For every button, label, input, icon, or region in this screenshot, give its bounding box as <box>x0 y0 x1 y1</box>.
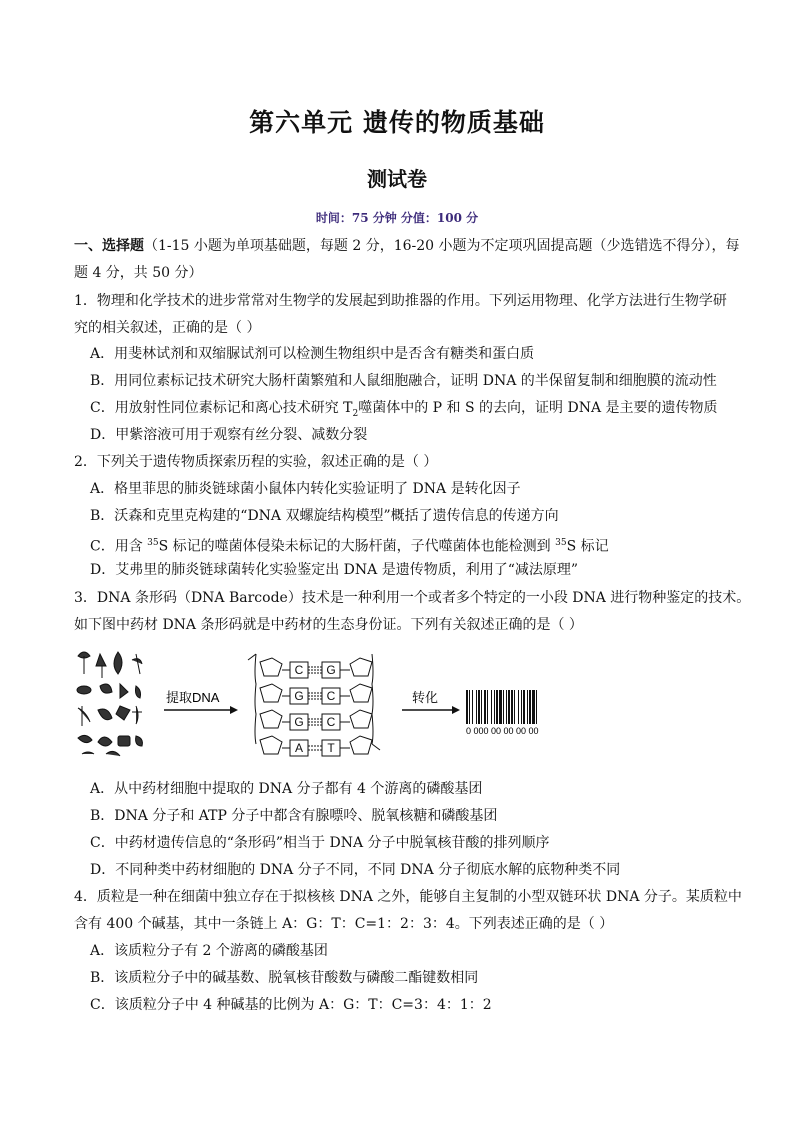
q3-stem-1: 3．DNA 条形码（DNA Barcode）技术是一种利用一个或者多个特定的一小段 DNA 进行物种鉴定的技术。 <box>74 590 751 606</box>
base-t-4: T <box>327 741 335 755</box>
base-c-1: C <box>294 663 304 677</box>
q3-option-b: B．DNA 分子和 ATP 分子中都含有腺嘌呤、脱氧核糖和磷酸基团 <box>90 808 498 824</box>
q4-stem-2: 含有 400 个碱基，其中一条链上 A：G：T：C=1：2：3：4。下列表述正确的是（ ） <box>74 916 614 932</box>
q3-option-d: D．不同种类中药材细胞的 DNA 分子不同，不同 DNA 分子彻底水解的底物种类不同 <box>90 862 621 878</box>
q2-option-c <box>90 533 609 557</box>
q1-option-c-post: 噬菌体中的 P 和 S 的去向，证明 DNA 是主要的遗传物质 <box>358 400 718 416</box>
q1-option-a: A．用斐林试剂和双缩脲试剂可以检测生物组织中是否含有糖类和蛋白质 <box>90 346 535 362</box>
dna-barcode-figure <box>70 646 730 766</box>
page-title: 第六单元 遗传的物质基础 <box>249 108 545 137</box>
page-subtitle: 测试卷 <box>367 167 427 191</box>
q1-option-c-sub: 2 <box>352 408 359 419</box>
herb-illustration <box>77 652 142 756</box>
base-a-4: A <box>294 741 304 755</box>
convert-label: 转化 <box>412 690 439 705</box>
q4-option-b: B．该质粒分子中的碱基数、脱氧核苷酸数与磷酸二酯键数相同 <box>90 970 479 986</box>
section-desc-2: 题 4 分，共 50 分） <box>74 265 203 281</box>
q2-option-c-sup-1: 35 <box>147 538 159 548</box>
q2-option-c-pre: C．用含 <box>90 538 148 555</box>
convert-arrow <box>402 706 460 714</box>
q1-stem-2: 究的相关叙述，正确的是（ ） <box>74 320 261 336</box>
barcode-icon <box>466 690 537 724</box>
q4-stem-1: 4．质粒是一种在细菌中独立存在于拟核核 DNA 之外，能够自主复制的小型双链环状 DNA 分子。某质粒中 <box>74 889 742 905</box>
q3-option-a: A．从中药材细胞中提取的 DNA 分子都有 4 个游离的磷酸基团 <box>90 781 483 797</box>
q1-option-b: B．用同位素标记技术研究大肠杆菌繁殖和人鼠细胞融合，证明 DNA 的半保留复制和细胞膜的流动性 <box>90 373 717 389</box>
section-heading-line <box>74 236 740 256</box>
q1-option-d: D．甲紫溶液可用于观察有丝分裂、减数分裂 <box>90 427 368 443</box>
q2-option-c-mid: S 标记的噬菌体侵染未标记的大肠杆菌，子代噬菌体也能检测到 <box>158 538 556 555</box>
exam-meta: 时间：75 分钟 分值：100 分 <box>315 211 479 225</box>
q3-option-c: C．中药材遗传信息的“条形码”相当于 DNA 分子中脱氧核苷酸的排列顺序 <box>90 835 550 851</box>
base-g-1: G <box>326 663 336 677</box>
section-heading: 一、选择题 <box>74 238 144 254</box>
dna-double-strand <box>248 654 380 756</box>
barcode-digits: 0 000 00 00 00 00 <box>466 726 539 736</box>
section-desc-1: （1-15 小题为单项基础题，每题 2 分，16-20 小题为不定项巩固提高题（少选错选不得分），每 <box>144 238 740 254</box>
q2-option-b: B．沃森和克里克构建的“DNA 双螺旋结构模型”概括了遗传信息的传递方向 <box>90 508 559 524</box>
q2-option-c-sup-2: 35 <box>555 538 567 548</box>
q3-stem-2: 如下图中药材 DNA 条形码就是中药材的生态身份证。下列有关叙述正确的是（ ） <box>74 617 583 633</box>
q1-stem-1: 1．物理和化学技术的进步常常对生物学的发展起到助推器的作用。下列运用物理、化学方法进行生物学研 <box>74 293 727 309</box>
base-c-3: C <box>326 715 336 729</box>
q2-option-c-post: S 标记 <box>566 538 609 555</box>
q2-stem: 2．下列关于遗传物质探索历程的实验，叙述正确的是（ ） <box>74 454 438 470</box>
q2-option-a: A．格里菲思的肺炎链球菌小鼠体内转化实验证明了 DNA 是转化因子 <box>90 481 521 497</box>
q1-option-c-pre: C．用放射性同位素标记和离心技术研究 T <box>90 400 353 416</box>
extract-label: 提取DNA <box>166 690 220 705</box>
extract-arrow <box>164 706 238 714</box>
base-c-2: C <box>326 689 336 703</box>
q1-option-c <box>90 398 718 424</box>
base-g-2: G <box>294 689 304 703</box>
q4-option-c: C．该质粒分子中 4 种碱基的比例为 A：G：T：C=3：4：1：2 <box>90 997 492 1013</box>
q4-option-a: A．该质粒分子有 2 个游离的磷酸基团 <box>90 943 328 959</box>
base-g-3: G <box>294 715 304 729</box>
q2-option-d: D．艾弗里的肺炎链球菌转化实验鉴定出 DNA 是遗传物质，利用了“减法原理” <box>90 562 579 578</box>
